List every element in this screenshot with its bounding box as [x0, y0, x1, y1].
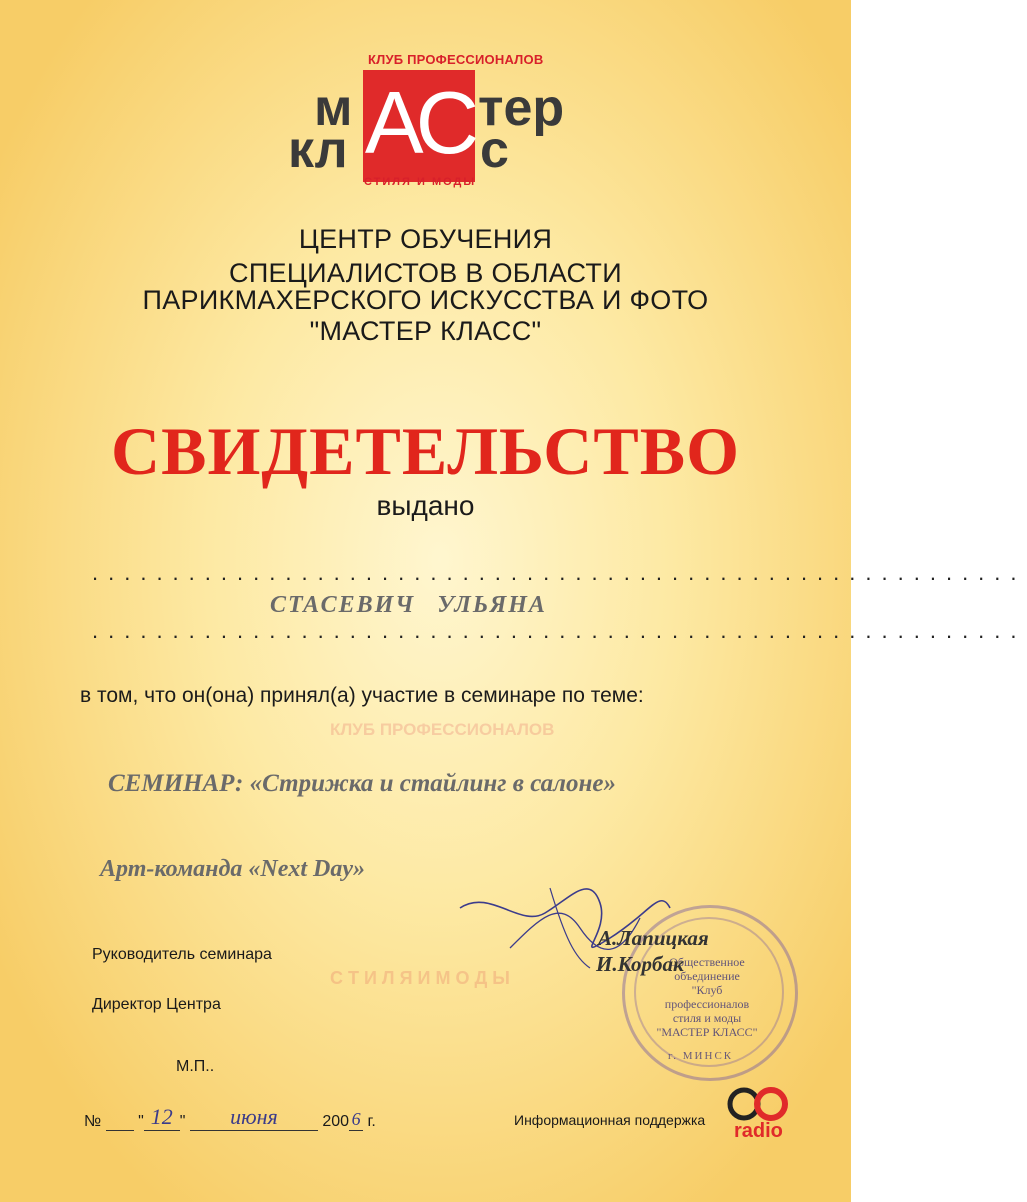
- role-seminar-head: Руководитель семинара: [92, 946, 272, 963]
- header-line-1: ЦЕНТР ОБУЧЕНИЯ: [298, 224, 553, 254]
- stamp-line-5: стиля и моды: [672, 1011, 742, 1025]
- logo-ac-letters: АС: [364, 73, 474, 172]
- header-line-3: ПАРИКМАХЕРСКОГО ИСКУССТВА И ФОТО: [142, 285, 709, 315]
- logo-top-text: КЛУБ ПРОФЕССИОНАЛОВ: [368, 52, 544, 67]
- logo-bottom-text: СТИЛЯ И МОДЫ: [364, 176, 477, 188]
- seminar-topic: СЕМИНАР: «Стрижка и стайлинг в салоне»: [108, 770, 616, 797]
- statement-text: в том, что он(она) принял(а) участие в семинаре по теме:: [80, 684, 644, 707]
- date-year-suffix: 6: [351, 1109, 361, 1129]
- stamp-line-3: "Клуб: [691, 983, 723, 997]
- date-day: 12: [150, 1104, 173, 1129]
- stamp-line-6: "МАСТЕР КЛАСС": [656, 1025, 758, 1039]
- stamp-line-1: Общественное: [669, 955, 745, 969]
- stamp-line-2: объединение: [674, 969, 740, 983]
- watermark-style: С Т И Л Я И М О Д Ы: [330, 968, 510, 988]
- team-name: Арт-команда «Next Day»: [100, 856, 365, 882]
- date-year-prefix: 200: [322, 1113, 350, 1130]
- radio-logo: [726, 1084, 796, 1144]
- recipient-name: СТАСЕВИЧ УЛЬЯНА: [270, 592, 547, 618]
- certificate-title: СВИДЕТЕЛЬСТВО: [111, 413, 740, 489]
- support-label: Информационная поддержка: [514, 1112, 706, 1128]
- radio-logo-icon: [726, 1084, 796, 1124]
- date-row: № " 12 " июня 200 6 г.: [84, 1104, 376, 1130]
- logo-word-s: с: [480, 121, 509, 179]
- radio-logo-label: radio: [734, 1120, 783, 1142]
- stamp-line-4: профессионалов: [664, 997, 750, 1011]
- dotted-line-top: ..........................................................: [92, 560, 1027, 585]
- signer-name-1: А.Лапицкая: [598, 926, 709, 950]
- date-g: г.: [367, 1113, 376, 1130]
- number-blank: [106, 1130, 134, 1131]
- logo-word-kl: кл: [288, 121, 348, 179]
- logo-word-ter: тер: [478, 79, 565, 137]
- logo-word-m: м: [314, 79, 353, 137]
- logo: [280, 48, 580, 198]
- header-line-4: "МАСТЕР КЛАСС": [309, 316, 542, 346]
- seal-place-label: М.П..: [176, 1058, 215, 1075]
- header-line-2: СПЕЦИАЛИСТОВ В ОБЛАСТИ: [229, 258, 622, 288]
- number-label: №: [84, 1113, 102, 1130]
- issued-label: выдано: [376, 490, 475, 521]
- dotted-line-bottom: ..........................................................: [92, 618, 1027, 643]
- signer-name-2: И.Корбак: [596, 952, 684, 976]
- role-center-director: Директор Центра: [92, 996, 221, 1013]
- watermark-club: КЛУБ ПРОФЕССИОНАЛОВ: [330, 720, 555, 739]
- stamp-city: г. МИНСК: [668, 1050, 734, 1062]
- date-month: июня: [230, 1104, 278, 1129]
